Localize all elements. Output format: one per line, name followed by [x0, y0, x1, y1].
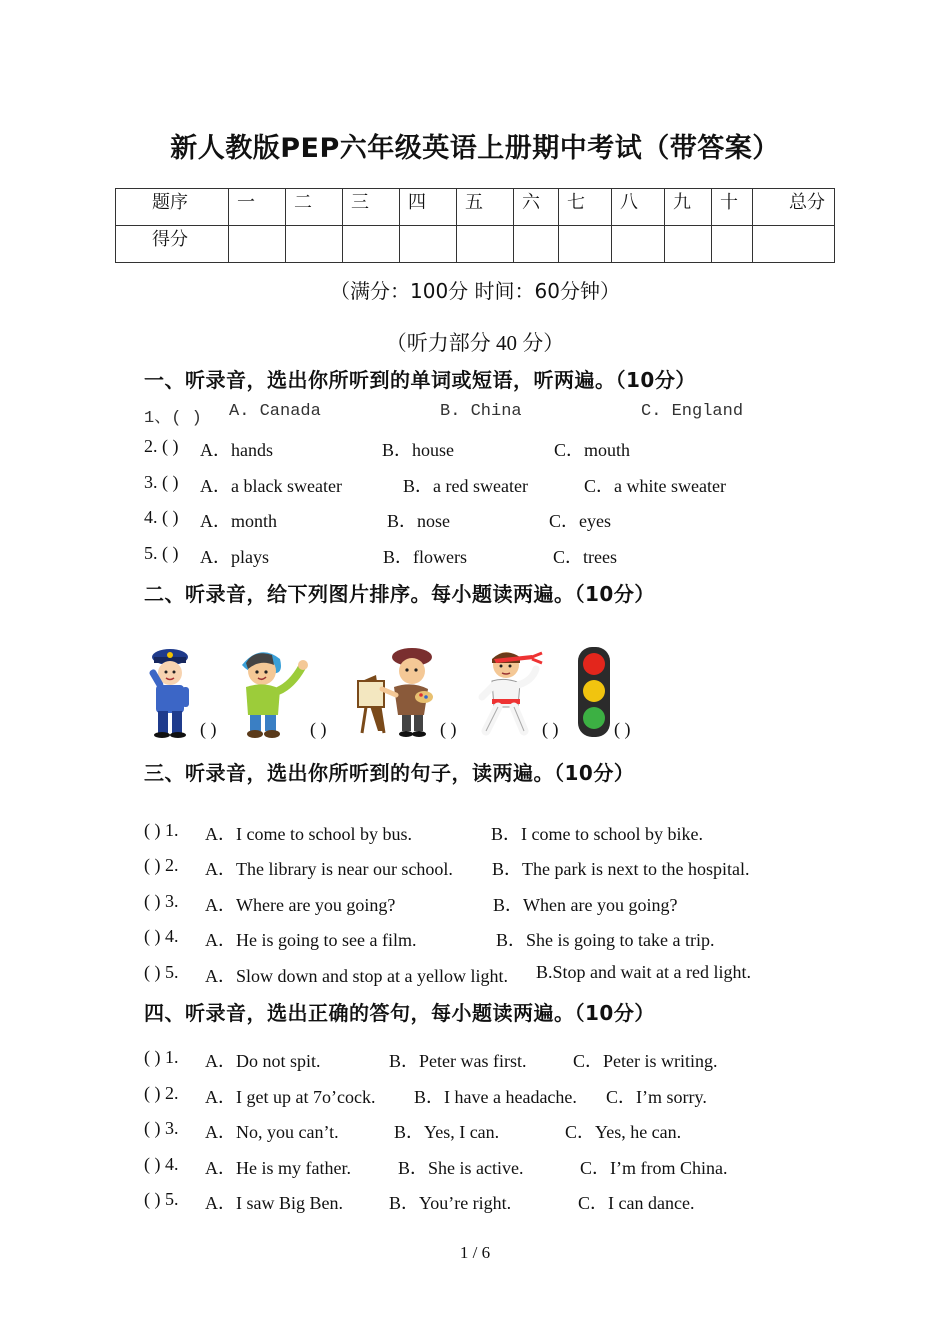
page-number: 1 / 6	[459, 1243, 491, 1262]
option-c: C．mouth	[554, 440, 631, 460]
table-header-cell: 一	[229, 189, 286, 226]
question-number: ( ) 1.	[144, 820, 179, 840]
option-b: B．I come to school by bike.	[491, 824, 703, 844]
option-a: A．I come to school by bus.	[205, 824, 412, 844]
option-b: B．She is going to take a trip.	[496, 930, 715, 950]
option-b: B.Stop and wait at a red light.	[536, 962, 751, 982]
score-cell[interactable]	[753, 226, 835, 263]
answer-blank[interactable]: ( )	[542, 719, 559, 739]
option-a: A．I saw Big Ben.	[205, 1193, 343, 1213]
score-cell[interactable]	[400, 226, 457, 263]
question-number: 1、( )	[144, 409, 202, 428]
karate-kid-icon	[472, 645, 544, 739]
table-header-cell: 九	[665, 189, 712, 226]
section1-heading: 一、听录音，选出你所听到的单词或短语，听两遍。（10分）	[144, 368, 696, 392]
option-b: B．Peter was first.	[389, 1051, 527, 1071]
table-header-cell: 八	[612, 189, 665, 226]
score-cell[interactable]	[559, 226, 612, 263]
score-cell[interactable]	[665, 226, 712, 263]
option-b: B．Yes, I can.	[394, 1122, 500, 1142]
option-a: A．month	[200, 511, 278, 531]
option-a: A. Canada	[229, 402, 321, 421]
table-header-cell: 题序	[116, 189, 229, 226]
table-header-cell: 七	[559, 189, 612, 226]
option-c: C．Yes, he can.	[565, 1122, 682, 1142]
boy-waving-icon	[232, 645, 310, 739]
score-table-row	[116, 226, 835, 263]
score-cell[interactable]	[612, 226, 665, 263]
score-table	[115, 188, 835, 263]
table-header-cell: 十	[712, 189, 753, 226]
option-b: B．The park is next to the hospital.	[492, 859, 750, 879]
option-a: A．a black sweater	[200, 476, 342, 496]
question-number: ( ) 2.	[144, 1083, 179, 1103]
answer-blank[interactable]: ( )	[614, 719, 631, 739]
section2-heading: 二、听录音，给下列图片排序。每小题读两遍。（10分）	[144, 582, 655, 606]
section3-heading: 三、听录音，选出你所听到的句子，读两遍。（10分）	[144, 761, 635, 785]
option-c: C．a white sweater	[584, 476, 726, 496]
question-number: ( ) 2.	[144, 855, 179, 875]
option-b: B．nose	[387, 511, 450, 531]
option-a: A．plays	[200, 547, 269, 567]
option-c: C．eyes	[549, 511, 611, 531]
option-a: A．Where are you going?	[205, 895, 396, 915]
score-cell[interactable]	[343, 226, 400, 263]
question-number: ( ) 5.	[144, 962, 179, 982]
traffic-light-icon	[576, 645, 612, 739]
option-b: B．You’re right.	[389, 1193, 512, 1213]
option-a: A．Slow down and stop at a yellow light.	[205, 966, 508, 986]
table-header-cell: 二	[286, 189, 343, 226]
option-a: A．He is my father.	[205, 1158, 351, 1178]
question-number: ( ) 5.	[144, 1189, 179, 1209]
option-b: B. China	[440, 402, 522, 421]
question-number: ( ) 3.	[144, 1118, 179, 1138]
score-row-label: 得分	[116, 226, 229, 263]
option-c: C．I’m sorry.	[606, 1087, 707, 1107]
answer-blank[interactable]: ( )	[310, 719, 327, 739]
option-a: A．I get up at 7o’cock.	[205, 1087, 376, 1107]
score-cell[interactable]	[712, 226, 753, 263]
option-b: B．When are you going?	[493, 895, 678, 915]
option-a: A．No, you can’t.	[205, 1122, 339, 1142]
question-number: 4. ( )	[144, 507, 179, 527]
question-number: ( ) 4.	[144, 926, 179, 946]
question-number: ( ) 1.	[144, 1047, 179, 1067]
score-cell[interactable]	[229, 226, 286, 263]
table-header-cell: 五	[457, 189, 514, 226]
option-b: B．She is active.	[398, 1158, 524, 1178]
question-number: ( ) 3.	[144, 891, 179, 911]
page-title: 新人教版PEP六年级英语上册期中考试（带答案）	[170, 133, 780, 164]
question-number: 2. ( )	[144, 436, 179, 456]
police-officer-icon	[140, 645, 202, 739]
option-c: C．trees	[553, 547, 617, 567]
table-header-cell: 总分	[753, 189, 835, 226]
option-a: A．The library is near our school.	[205, 859, 453, 879]
section4-heading: 四、听录音，选出正确的答句，每小题读两遍。（10分）	[144, 1001, 655, 1025]
answer-blank[interactable]: ( )	[440, 719, 457, 739]
score-cell[interactable]	[457, 226, 514, 263]
option-c: C．I can dance.	[578, 1193, 695, 1213]
option-a: A．Do not spit.	[205, 1051, 321, 1071]
full-marks-note: （满分：100分 时间：60分钟）	[330, 279, 620, 303]
table-header-cell: 三	[343, 189, 400, 226]
question-number: ( ) 4.	[144, 1154, 179, 1174]
option-b: B．house	[382, 440, 454, 460]
option-b: B．I have a headache.	[414, 1087, 577, 1107]
question-number: 3. ( )	[144, 472, 179, 492]
option-c: C. England	[641, 402, 744, 421]
table-header-cell: 六	[514, 189, 559, 226]
painter-icon	[354, 645, 438, 739]
option-a: A．hands	[200, 440, 273, 460]
score-cell[interactable]	[286, 226, 343, 263]
option-c: C．Peter is writing.	[573, 1051, 718, 1071]
option-a: A．He is going to see a film.	[205, 930, 417, 950]
option-c: C．I’m from China.	[580, 1158, 728, 1178]
option-b: B．flowers	[383, 547, 467, 567]
answer-blank[interactable]: ( )	[200, 719, 217, 739]
table-header-cell: 四	[400, 189, 457, 226]
listening-part-note: （听力部分 40 分）	[385, 331, 565, 355]
score-table-header-row	[116, 189, 835, 226]
question-number: 5. ( )	[144, 543, 179, 563]
option-b: B．a red sweater	[403, 476, 528, 496]
score-cell[interactable]	[514, 226, 559, 263]
